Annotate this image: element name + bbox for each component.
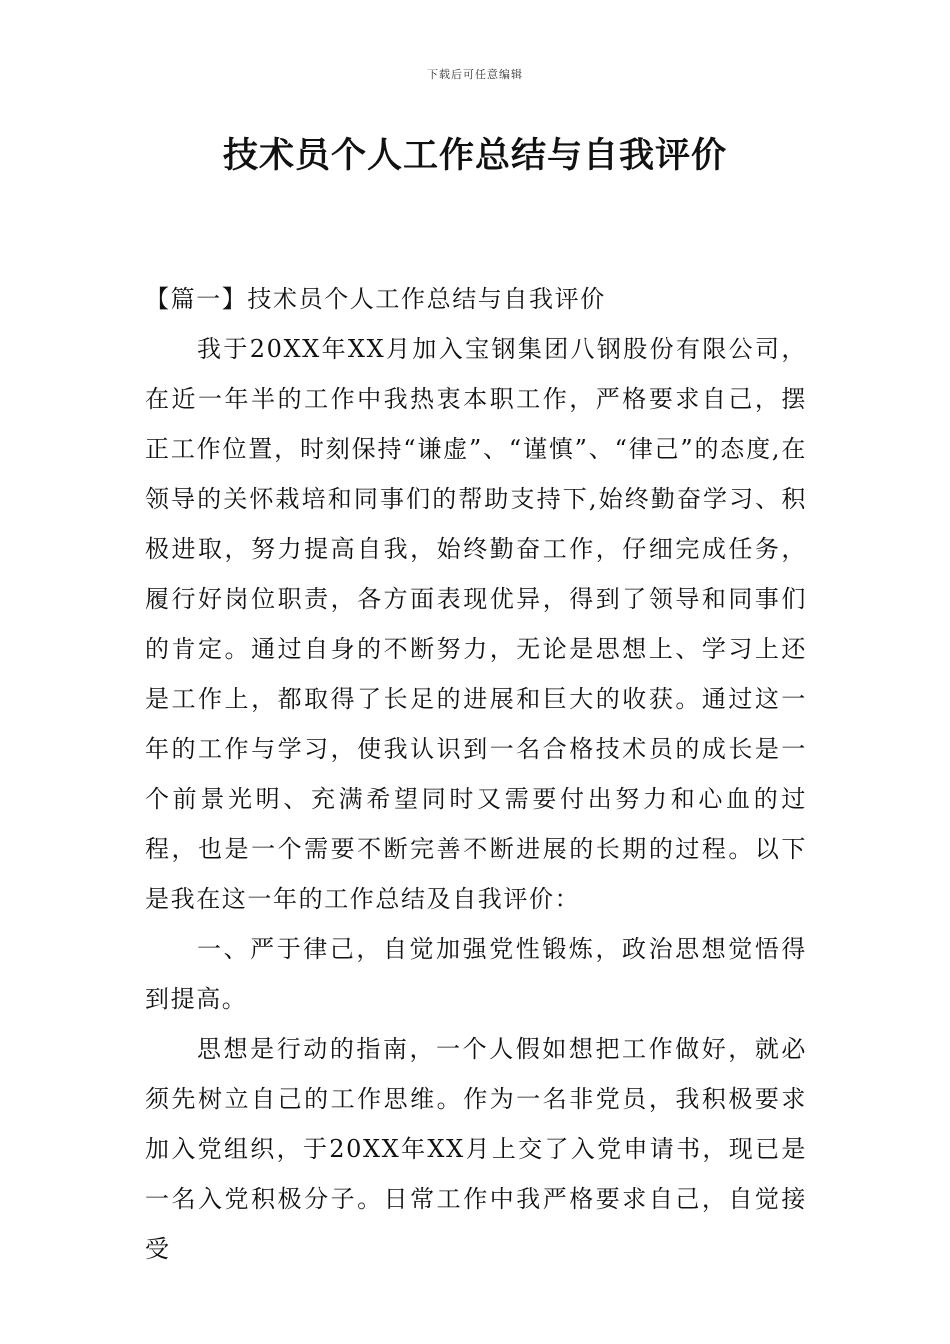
paragraph-intro: 我于20XX年XX月加入宝钢集团八钢股份有限公司，在近一年半的工作中我热衷本职工作，严格要求自己，摆正工作位置，时刻保持“谦虚”、“谨慎”、“律己”的态度,在领导的关怀栽培和同事们的帮助支持下,始终勤奋学习、积极进取，努力提高自我，始终勤奋工作，仔细完成任务，履行好岗位职责，各方面表现优异，得到了领导和同事们的肯定。通过自身的不断努力，无论是思想上、学习上还是工作上，都取得了长足的进展和巨大的收获。通过这一年的工作与学习，使我认识到一名合格技术员的成长是一个前景光明、充满希望同时又需要付出努力和心血的过程，也是一个需要不断完善不断进展的长期的过程。以下是我在这一年的工作总结及自我评价： xyxy=(145,335,807,913)
paragraph-thought: 思想是行动的指南，一个人假如想把工作做好，就必须先树立自己的工作思维。作为一名非党员，我积极要求加入党组织，于20XX年XX月上交了入党申请书，现已是一名入党积极分子。日常工作中我严格要求自己，自觉接受 xyxy=(145,1035,807,1263)
paragraph-point-one: 一、严于律己，自觉加强党性锻炼，政治思想觉悟得到提高。 xyxy=(145,935,807,1013)
header-note: 下载后可任意编辑 xyxy=(427,68,523,81)
document-body xyxy=(145,274,807,1274)
document-title: 技术员个人工作总结与自我评价 xyxy=(222,136,727,176)
section-heading: 【篇一】技术员个人工作总结与自我评价 xyxy=(145,285,606,313)
